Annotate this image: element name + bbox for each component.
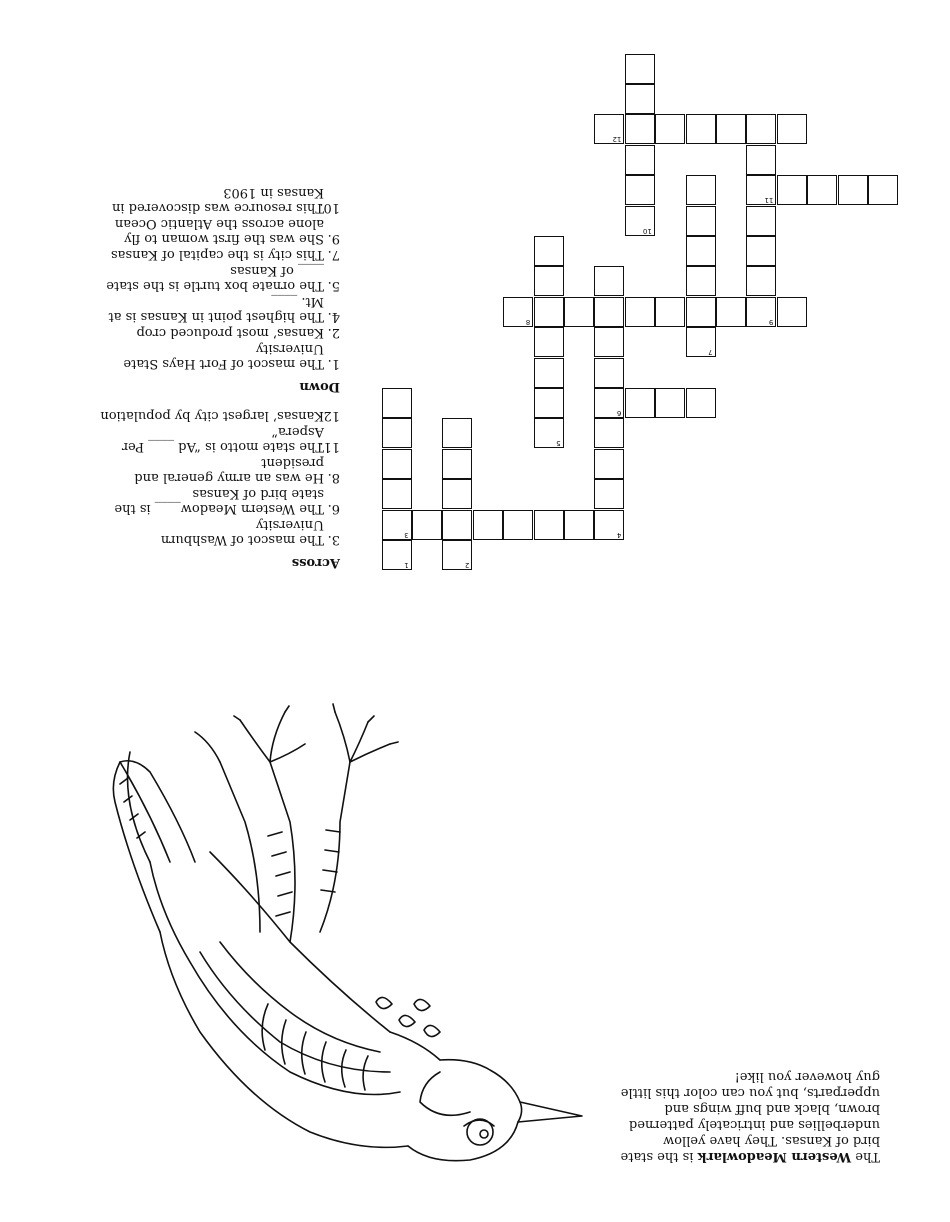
- cell-number: 1: [404, 561, 409, 569]
- clue-number: 5.: [327, 278, 340, 293]
- across-clue-list: [100, 408, 340, 547]
- cell-number: 3: [404, 530, 409, 539]
- down-clue: [100, 294, 340, 324]
- clue-number: 4.: [327, 309, 340, 324]
- crossword-cell[interactable]: [746, 297, 776, 327]
- across-clue: [100, 486, 340, 516]
- clue-text: The highest point in Kansas is at Mt. ____: [108, 294, 324, 324]
- clue-text: The ornate box turtle is the state ____ of Kansas: [106, 263, 324, 293]
- down-clue: [100, 325, 340, 340]
- clue-number: 12.: [319, 408, 340, 423]
- crossword-cell[interactable]: [534, 510, 564, 540]
- crossword-cell[interactable]: [382, 510, 412, 540]
- crossword-cell[interactable]: [534, 418, 564, 448]
- crossword-cell[interactable]: [625, 206, 655, 236]
- clue-text: The Western Meadow____ is the state bird of Kansas: [114, 486, 324, 516]
- crossword-cell[interactable]: [716, 297, 746, 327]
- crossword-cell[interactable]: [442, 449, 472, 479]
- crossword-cell[interactable]: [777, 297, 807, 327]
- cell-number: 7: [708, 348, 713, 357]
- crossword-cell[interactable]: [686, 327, 716, 357]
- crossword-cell[interactable]: [442, 479, 472, 509]
- crossword-cell[interactable]: [564, 510, 594, 540]
- crossword-cell[interactable]: [594, 388, 624, 418]
- clue-number: 9.: [327, 231, 340, 246]
- crossword-cell[interactable]: [382, 418, 412, 448]
- cell-number: 10: [642, 226, 652, 235]
- across-heading: Across: [291, 555, 340, 570]
- crossword-cell[interactable]: [746, 206, 776, 236]
- crossword-cell[interactable]: [382, 388, 412, 418]
- crossword-cell[interactable]: [686, 175, 716, 205]
- across-clue: [100, 517, 340, 547]
- crossword-cell[interactable]: [382, 479, 412, 509]
- crossword-cell[interactable]: [655, 297, 685, 327]
- clue-text: The mascot of Fort Hays State University: [123, 341, 324, 371]
- blurb-bird-name: Western Meadowlark: [697, 1149, 852, 1164]
- clue-panel: [100, 171, 340, 570]
- crossword-cell[interactable]: [442, 510, 472, 540]
- crossword-cell[interactable]: [686, 236, 716, 266]
- clue-number: 3.: [327, 532, 340, 547]
- crossword-cell[interactable]: [686, 206, 716, 236]
- across-clue: [100, 455, 340, 485]
- cell-number: 9: [768, 317, 774, 326]
- meadowlark-icon: [90, 602, 590, 1182]
- crossword-cell[interactable]: [534, 297, 564, 327]
- crossword-cell[interactable]: [777, 175, 807, 205]
- crossword-cell[interactable]: [594, 266, 624, 296]
- crossword-cell[interactable]: [534, 236, 564, 266]
- crossword-cell[interactable]: [686, 388, 716, 418]
- crossword-cell[interactable]: [534, 388, 564, 418]
- crossword-cell[interactable]: [442, 540, 472, 570]
- clue-number: 7.: [327, 247, 340, 262]
- crossword-cell[interactable]: [594, 358, 624, 388]
- clue-text: She was the first woman to fly alone across the Atlantic Ocean: [114, 216, 324, 246]
- clue-number: 1.: [327, 356, 340, 371]
- crossword-cell[interactable]: [686, 114, 716, 144]
- crossword-cell[interactable]: [594, 297, 624, 327]
- crossword-cell[interactable]: [534, 327, 564, 357]
- crossword-cell[interactable]: [412, 510, 442, 540]
- clue-text: Kansas’ largest city by population: [100, 408, 324, 423]
- crossword-cell[interactable]: [655, 388, 685, 418]
- clue-number: 10.: [319, 200, 340, 215]
- clue-text: This resource was discovered in Kansas in 1903: [112, 185, 324, 215]
- crossword-cell[interactable]: [746, 114, 776, 144]
- down-heading: Down: [299, 379, 340, 394]
- clue-number: 2.: [327, 325, 340, 340]
- crossword-cell[interactable]: [594, 114, 624, 144]
- crossword-cell[interactable]: [594, 418, 624, 448]
- crossword-cell[interactable]: [716, 114, 746, 144]
- crossword-cell[interactable]: [594, 510, 624, 540]
- blurb-body: is the state bird of Kansas. They have yellow underbellies and intricately patterned brown, black and buff wings and upperparts, but you can color this little guy however you like!: [620, 1069, 880, 1164]
- crossword-cell[interactable]: [503, 510, 533, 540]
- clue-number: 11.: [319, 439, 340, 454]
- crossword-cell[interactable]: [625, 114, 655, 144]
- meadowlark-description: [610, 1068, 880, 1164]
- clue-text: This city is the capital of Kansas: [110, 247, 324, 262]
- crossword-cell[interactable]: [746, 236, 776, 266]
- blurb-lead: The: [855, 1149, 880, 1164]
- crossword-cell[interactable]: [625, 145, 655, 175]
- crossword-cell[interactable]: [746, 145, 776, 175]
- crossword-cell[interactable]: [503, 297, 533, 327]
- crossword-cell[interactable]: [625, 297, 655, 327]
- clue-text: Kansas’ most produced crop: [136, 325, 324, 340]
- clue-number: 8.: [327, 470, 340, 485]
- clue-text: He was an army general and president: [134, 455, 324, 485]
- clue-text: The state motto is “Ad ____ Per Aspera”: [121, 424, 324, 454]
- cell-number: 4: [616, 530, 622, 539]
- cell-number: 5: [556, 439, 561, 448]
- down-clue: [100, 216, 340, 246]
- across-clue: [100, 424, 340, 454]
- crossword-cell[interactable]: [625, 388, 655, 418]
- down-clue: [100, 185, 340, 215]
- crossword-cell[interactable]: [625, 54, 655, 84]
- crossword-cell[interactable]: [625, 175, 655, 205]
- crossword-cell[interactable]: [868, 175, 898, 205]
- crossword-cell[interactable]: [564, 297, 594, 327]
- cell-number: 12: [612, 135, 622, 144]
- crossword-cell[interactable]: [838, 175, 868, 205]
- crossword-cell[interactable]: [382, 449, 412, 479]
- clue-number: 6.: [327, 501, 340, 516]
- crossword-cell[interactable]: [807, 175, 837, 205]
- crossword-cell[interactable]: [746, 175, 776, 205]
- crossword-cell[interactable]: [594, 479, 624, 509]
- cell-number: 8: [525, 317, 531, 326]
- crossword-cell[interactable]: [534, 266, 564, 296]
- crossword-cell[interactable]: [686, 266, 716, 296]
- crossword-cell[interactable]: [686, 297, 716, 327]
- crossword-cell[interactable]: [473, 510, 503, 540]
- crossword-grid: [378, 50, 898, 570]
- down-clue-list: [100, 185, 340, 371]
- cell-number: 2: [464, 561, 470, 569]
- crossword-cell[interactable]: [442, 418, 472, 448]
- crossword-cell[interactable]: [777, 114, 807, 144]
- down-clue: [100, 341, 340, 371]
- across-clue: [100, 408, 340, 423]
- cell-number: 11: [764, 196, 774, 205]
- crossword-cell[interactable]: [594, 327, 624, 357]
- cell-number: 6: [616, 409, 622, 417]
- crossword-cell[interactable]: [534, 358, 564, 388]
- crossword-cell[interactable]: [655, 114, 685, 144]
- crossword-cell[interactable]: [625, 84, 655, 114]
- crossword-cell[interactable]: [382, 540, 412, 570]
- crossword-cell[interactable]: [594, 449, 624, 479]
- clue-text: The mascot of Washburn University: [160, 517, 324, 547]
- crossword-cell[interactable]: [746, 266, 776, 296]
- down-clue: [100, 247, 340, 262]
- down-clue: [100, 263, 340, 293]
